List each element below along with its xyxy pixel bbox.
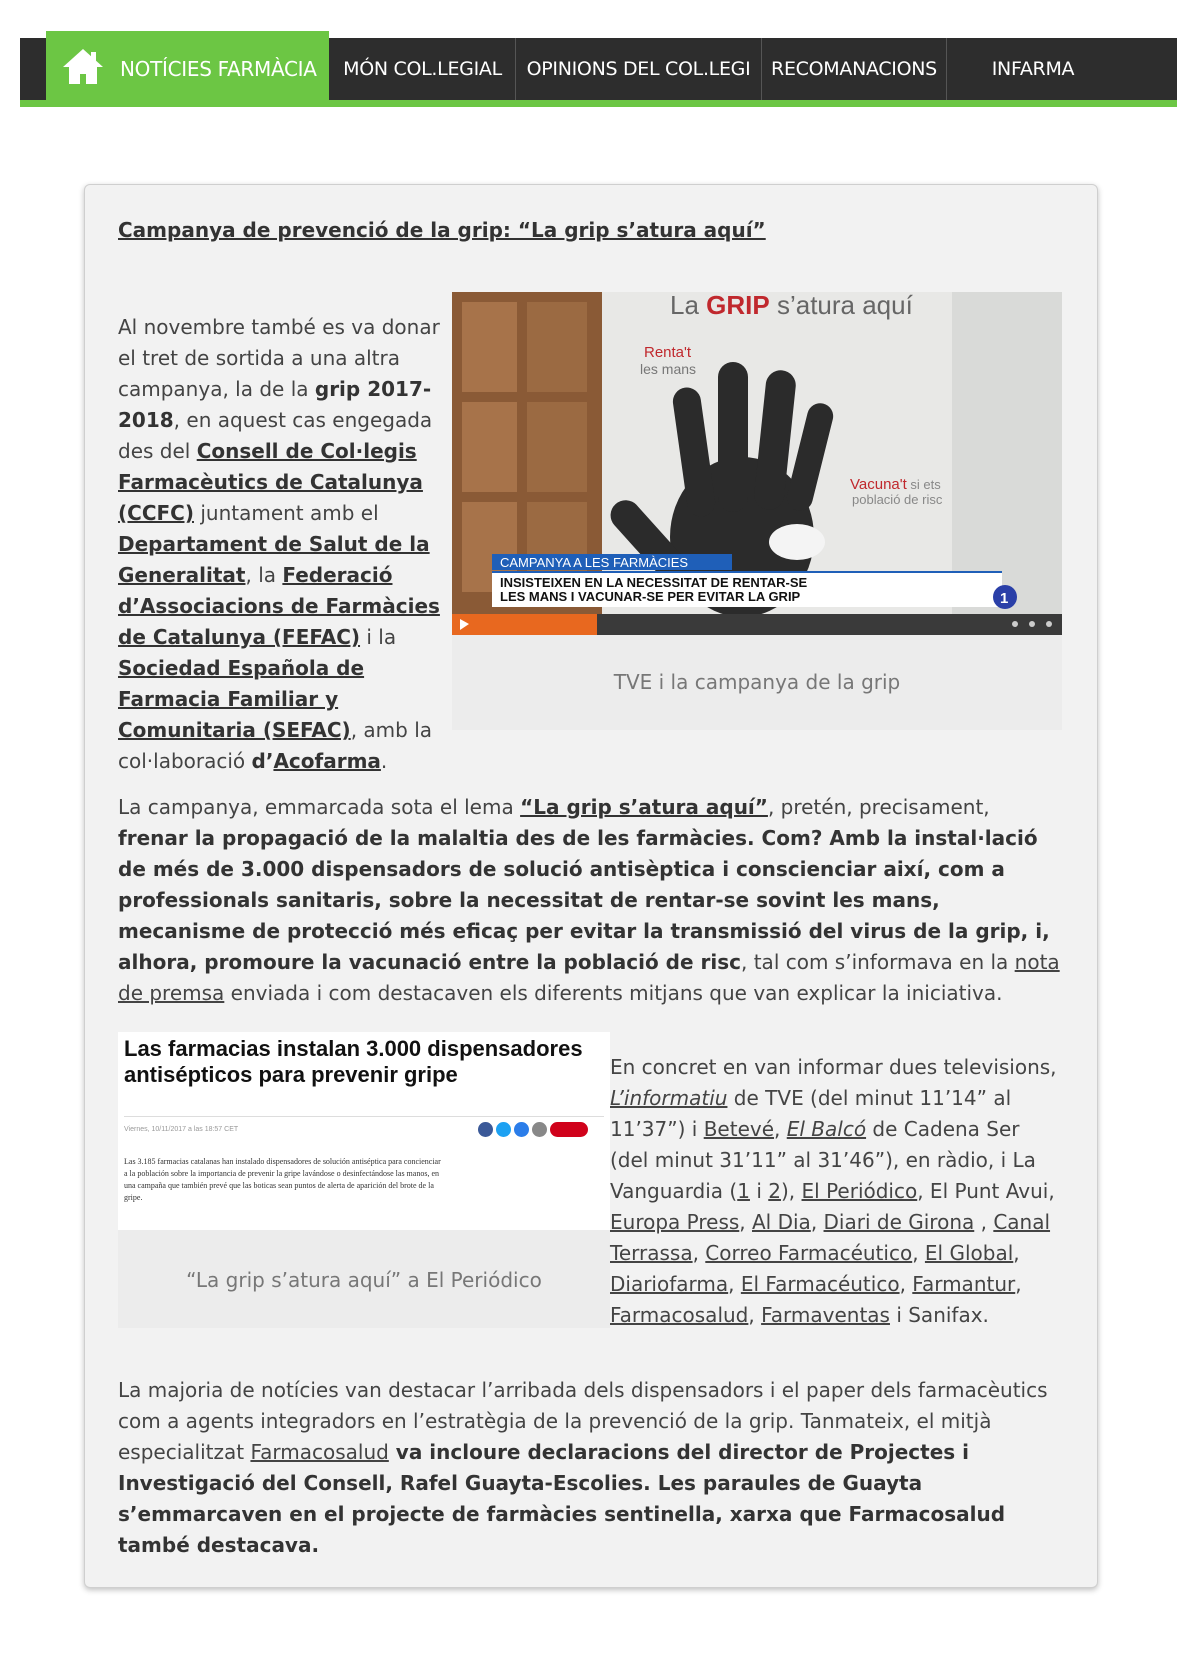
text-span: , — [1013, 1241, 1020, 1265]
link-fefac[interactable]: Federació d’Associacions de Farmàcies de Catalunya (FEFAC) — [118, 563, 440, 649]
link-departament-salut[interactable]: Departament de Salut de la Generalitat — [118, 532, 430, 587]
link-la-grip-satura-aqui[interactable]: “La grip s’atura aquí” — [520, 795, 768, 819]
text-span: , — [748, 1303, 762, 1327]
link-europa-press[interactable]: Europa Press — [610, 1210, 740, 1234]
text-span: , — [810, 1210, 824, 1234]
svg-text:INSISTEIXEN EN LA NECESSITAT D: INSISTEIXEN EN LA NECESSITAT DE RENTAR-SE — [500, 575, 808, 590]
messenger-icon — [514, 1122, 529, 1137]
nav-item-mon-collegial[interactable]: MÓN COL.LEGIAL — [330, 38, 516, 100]
text-span: , la — [245, 563, 283, 587]
article-paragraph-4 — [118, 1375, 1062, 1561]
text-span: ), — [780, 1179, 802, 1203]
article-paragraph-1 — [118, 312, 450, 777]
clipping-body: Las 3.185 farmacias catalanas han instalado dispensadores de solución antiséptica para concienciar a la población sobre la importancia de prevenir la gripe lavándose o desinfectándose las manos, en una campaña que también prevé que las boticas sean puntos de alerta de aparición del brote de la gripe. — [124, 1157, 441, 1202]
text-span: , El Punt Avui, — [917, 1179, 1055, 1203]
el-periodico-clipping[interactable] — [118, 1032, 610, 1230]
link-beteve[interactable]: Betevé — [703, 1117, 775, 1141]
link-el-balco[interactable]: El Balcó — [786, 1117, 867, 1141]
link-el-periodico[interactable]: El Periódico — [801, 1179, 918, 1203]
link-la-vanguardia-2[interactable]: 2 — [768, 1179, 781, 1203]
text-span: , — [692, 1241, 706, 1265]
text-span: La majoria de notícies van destacar l’arribada dels dispensadors i el paper dels farmacèutics com a agents integradors en l’estratègia de la prevenció de la grip. Tanmateix, el mitjà especialitzat — [118, 1378, 1048, 1464]
svg-text:població de risc: població de risc — [852, 492, 943, 507]
comments-icon — [550, 1122, 588, 1137]
nav-item-recomanacions[interactable]: RECOMANACIONS — [762, 38, 947, 100]
article-paragraph-3 — [610, 1052, 1064, 1331]
tve-video-still[interactable] — [452, 292, 1062, 635]
svg-text:CAMPANYA A LES FARMÀCIES: CAMPANYA A LES FARMÀCIES — [500, 555, 689, 570]
figure-tve — [452, 292, 1062, 730]
twitter-icon — [496, 1122, 511, 1137]
link-diariofarma[interactable]: Diariofarma — [610, 1272, 729, 1296]
link-sefac[interactable]: Sociedad Española de Farmacia Familiar y Comunitaria (SEFAC) — [118, 656, 365, 742]
text-span: i Sanifax. — [889, 1303, 989, 1327]
link-farmantur[interactable]: Farmantur — [912, 1272, 1016, 1296]
text-span: i la — [360, 625, 397, 649]
svg-text:LES MANS I VACUNAR-SE PER EVIT: LES MANS I VACUNAR-SE PER EVITAR LA GRIP — [500, 589, 801, 604]
text-span: , tal com s’informava en la — [741, 950, 1015, 974]
text-span: La campanya, emmarcada sota el lema — [118, 795, 521, 819]
nav-home-label: NOTÍCIES FARMÀCIA — [120, 57, 317, 81]
nav-item-opinions-del-collegi[interactable]: OPINIONS DEL COL.LEGI — [516, 38, 762, 100]
svg-text:Renta't: Renta't — [644, 344, 692, 361]
text-span: Al novembre també es va donar el tret de sortida a una altra campanya, la de la — [118, 315, 440, 401]
text-span: . — [380, 749, 388, 773]
figure-el-periodico — [118, 1032, 610, 1328]
text-span: juntament amb el — [193, 501, 379, 525]
facebook-icon — [478, 1122, 493, 1137]
link-farmaventas[interactable]: Farmaventas — [761, 1303, 890, 1327]
text-span: i — [749, 1179, 769, 1203]
text-span: , — [899, 1272, 913, 1296]
link-canal-terrassa[interactable]: Canal Terrassa — [610, 1210, 1051, 1265]
svg-text:1: 1 — [1000, 590, 1009, 607]
link-linformatiu[interactable]: L’informatiu — [610, 1086, 728, 1110]
text-span: de Cadena Ser (del minut 31’11” al 31’46”), en ràdio, i La Vanguardia ( — [610, 1117, 1036, 1203]
text-span: , — [728, 1272, 741, 1296]
link-farmacosalud-2[interactable]: Farmacosalud — [250, 1440, 389, 1464]
text-span: , — [974, 1210, 994, 1234]
link-el-farmaceutico[interactable]: El Farmacéutico — [740, 1272, 900, 1296]
link-ccfc[interactable]: Consell de Col·legis Farmacèutics de Catalunya (CCFC) — [118, 439, 423, 525]
text-span: , — [774, 1117, 787, 1141]
article-title-link[interactable]: Campanya de prevenció de la grip: “La grip s’atura aquí” — [118, 218, 766, 242]
figure-el-periodico-caption: “La grip s’atura aquí” a El Periódico — [186, 1268, 542, 1292]
bold-text: va incloure declaracions del director de Projectes i Investigació del Consell, Rafel Guayta-Escolies. Les paraules de Guayta s’emmarcaven en el projecte de farmàcies sentinella, xarxa que Farmacosalud també destacava. — [118, 1440, 1006, 1557]
text-span: , — [912, 1241, 925, 1265]
svg-text:les mans: les mans — [640, 361, 697, 377]
svg-text:Vacuna't si ets: Vacuna't si ets — [850, 476, 941, 493]
clipping-dateline: Viernes, 10/11/2017 a las 18:57 CET — [124, 1126, 239, 1133]
clipping-headline: Las farmacias instalan 3.000 dispensadores antisépticos para prevenir gripe — [124, 1036, 583, 1087]
svg-text:La GRIP s’atura aquí: La GRIP s’atura aquí — [670, 292, 913, 320]
link-nota-de-premsa[interactable]: nota de premsa — [118, 950, 1060, 1005]
clipping-divider — [124, 1116, 604, 1117]
link-la-vanguardia-1[interactable]: 1 — [737, 1179, 750, 1203]
email-icon — [532, 1122, 547, 1137]
clipping-share-icons — [478, 1122, 588, 1137]
text-span: de TVE (del minut 11’14” al 11’37”) i — [610, 1086, 1012, 1141]
bold-text: d’ — [251, 749, 274, 773]
link-acofarma[interactable]: Acofarma — [273, 749, 381, 773]
link-farmacosalud[interactable]: Farmacosalud — [610, 1303, 749, 1327]
text-span: , — [739, 1210, 752, 1234]
text-span: enviada i com destacaven els diferents mitjans que van explicar la iniciativa. — [224, 981, 1003, 1005]
text-span: En concret en van informar dues televisions, — [610, 1055, 1057, 1079]
article-paragraph-2 — [118, 792, 1062, 1009]
bold-text: grip 2017-2018 — [118, 377, 432, 432]
nav-item-infarma[interactable]: INFARMA — [991, 58, 1075, 80]
link-el-global[interactable]: El Global — [924, 1241, 1014, 1265]
link-al-dia[interactable]: Al Dia — [752, 1210, 811, 1234]
nav-item-noticies-farmacia[interactable] — [46, 31, 329, 107]
text-span: , en aquest cas engegada des del — [118, 408, 433, 463]
figure-tve-caption: TVE i la campanya de la grip — [613, 670, 901, 694]
text-span: , amb la col·laboració — [118, 718, 433, 773]
link-correo-farmaceutico[interactable]: Correo Farmacéutico — [705, 1241, 913, 1265]
bold-text: frenar la propagació de la malaltia des de les farmàcies. Com? Amb la instal·lació de més de 3.000 dispensadors de solució antisèptica i conscienciar així, com a professionals sanitaris, sobre la necessitat de rentar-se sovint les mans, mecanisme de protecció més eficaç per evitar la transmissió del virus de la grip, i, alhora, promoure la vacunació entre la població de risc — [118, 826, 1050, 974]
home-icon[interactable] — [60, 44, 110, 94]
text-span: , — [1015, 1272, 1022, 1296]
text-span: , pretén, precisament, — [767, 795, 990, 819]
link-diari-de-girona[interactable]: Diari de Girona — [823, 1210, 975, 1234]
